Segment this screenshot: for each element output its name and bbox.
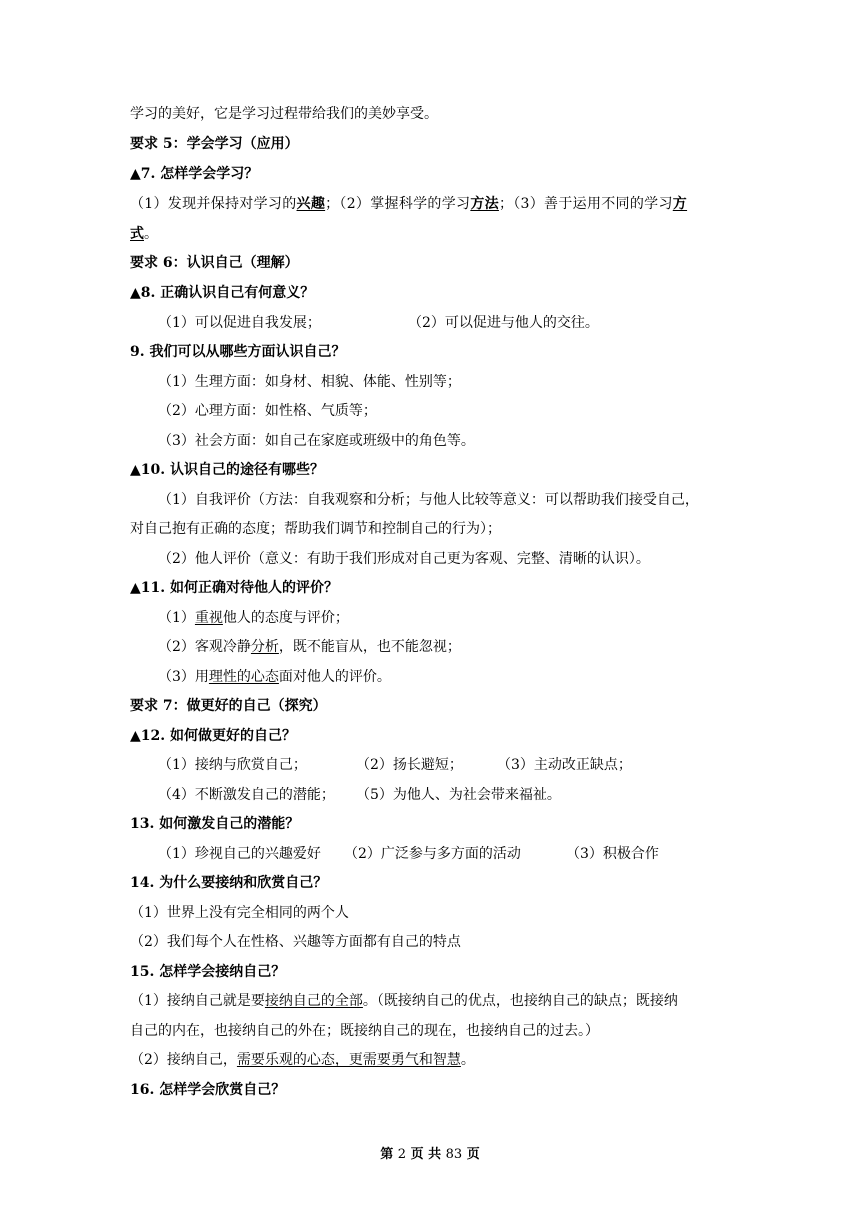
heading-text: 9. 我们可以从哪些方面认识自己？ — [130, 344, 346, 360]
heading-text: ▲12. 如何做更好的自己？ — [130, 728, 296, 744]
text: ；（2）掌握科学的学习 — [325, 196, 471, 212]
text: 他人的态度与评价； — [222, 610, 349, 626]
keyword: 兴趣 — [296, 196, 326, 212]
text-line — [158, 756, 307, 774]
question-heading — [130, 461, 324, 479]
text-line — [130, 1051, 475, 1069]
text-line — [356, 756, 463, 774]
text: （3）社会方面：如自己在家庭或班级中的角色等。 — [158, 433, 475, 449]
text-line — [158, 638, 461, 656]
keyword: 理性的心态 — [208, 669, 279, 685]
text: 。 — [144, 226, 158, 242]
keyword: 分析 — [250, 639, 279, 655]
text-line — [566, 845, 659, 863]
text: （2）接纳自己， — [130, 1052, 237, 1068]
text: （1） — [158, 610, 195, 626]
text: （2）我们每个人在性格、兴趣等方面都有自己的特点 — [130, 934, 461, 950]
text-line — [130, 225, 158, 243]
heading-text: ▲10. 认识自己的途径有哪些？ — [130, 462, 324, 478]
keyword: 重视 — [194, 610, 223, 626]
text: （1）珍视自己的兴趣爱好 — [158, 846, 321, 862]
current-page-number: 2 — [397, 1147, 407, 1162]
text-line — [158, 402, 377, 420]
section-heading — [130, 135, 299, 153]
text: 。（既接纳自己的优点，也接纳自己的缺点；既接纳 — [362, 993, 678, 1009]
question-heading — [130, 579, 338, 597]
text-line — [356, 786, 561, 804]
text-line — [408, 314, 599, 332]
text-line — [344, 845, 521, 863]
text: （3）主动改正缺点； — [497, 757, 632, 773]
footer-text: 页 共 — [406, 1147, 446, 1162]
text-line — [130, 105, 438, 123]
text-line — [158, 786, 335, 804]
question-heading — [130, 1081, 285, 1099]
text: （1）接纳与欣赏自己； — [158, 757, 307, 773]
heading-text: 要求 5：学会学习（应用） — [130, 136, 299, 152]
total-pages-number: 83 — [445, 1147, 463, 1162]
text: （1）自我评价（方法：自我观察和分析；与他人比较等意义：可以帮助我们接受自己， — [158, 492, 699, 508]
text: 学习的美好，它是学习过程带给我们的美妙享受。 — [130, 106, 438, 122]
text-line — [158, 491, 699, 509]
question-heading — [130, 165, 258, 183]
keyword: 需要乐观的心态，更需要勇气和智慧 — [236, 1052, 461, 1068]
text-line — [158, 668, 391, 686]
question-heading — [130, 815, 299, 833]
text: ，既不能盲从，也不能忽视； — [278, 639, 461, 655]
text-line — [158, 314, 321, 332]
text: （1）可以促进自我发展； — [158, 315, 321, 331]
text-line — [130, 520, 501, 538]
text: 。 — [460, 1052, 475, 1068]
footer-text: 第 — [380, 1147, 398, 1162]
text-line — [130, 933, 461, 951]
text: 对自己抱有正确的态度；帮助我们调节和控制自己的行为）； — [130, 521, 501, 537]
heading-text: 16. 怎样学会欣赏自己？ — [130, 1082, 286, 1098]
text: （2）扬长避短； — [356, 757, 463, 773]
text-line — [158, 432, 475, 450]
text: （2）他人评价（意义：有助于我们形成对自己更为客观、完整、清晰的认识）。 — [158, 551, 650, 567]
text: （3）积极合作 — [566, 846, 659, 862]
question-heading — [130, 874, 327, 892]
text: （1）接纳自己就是要 — [130, 993, 265, 1009]
text: （3）用 — [158, 669, 209, 685]
text: 自己的内在，也接纳自己的外在；既接纳自己的现在，也接纳自己的过去。） — [130, 1023, 599, 1039]
heading-text: 要求 6：认识自己（理解） — [130, 255, 299, 271]
text-line — [130, 992, 678, 1010]
keyword: 方法 — [470, 196, 499, 212]
text-line — [130, 1022, 599, 1040]
text: 面对他人的评价。 — [278, 669, 391, 685]
text: （5）为他人、为社会带来福祉。 — [356, 787, 561, 803]
question-heading — [130, 284, 314, 302]
text-line — [158, 845, 321, 863]
heading-text: 13. 如何激发自己的潜能？ — [130, 816, 300, 832]
text: （2）广泛参与多方面的活动 — [344, 846, 521, 862]
question-heading — [130, 343, 346, 361]
question-heading — [130, 963, 285, 981]
text-line — [130, 904, 349, 922]
text: （1）生理方面：如身材、相貌、体能、性别等； — [158, 374, 461, 390]
keyword: 方 — [672, 196, 688, 212]
text: （2）可以促进与他人的交往。 — [408, 315, 599, 331]
question-heading — [130, 727, 296, 745]
heading-text: ▲8. 正确认识自己有何意义？ — [130, 285, 315, 301]
heading-text: 15. 怎样学会接纳自己？ — [130, 964, 286, 980]
heading-text: 14. 为什么要接纳和欣赏自己？ — [130, 875, 328, 891]
text-line — [130, 195, 687, 213]
section-heading — [130, 254, 299, 272]
text: （2）客观冷静 — [158, 639, 251, 655]
keyword: 式 — [130, 226, 144, 242]
page-footer — [0, 1143, 860, 1162]
heading-text: 要求 7：做更好的自己（探究） — [130, 698, 327, 714]
text-line — [158, 609, 349, 627]
heading-text: ▲7. 怎样学会学习？ — [130, 166, 259, 182]
keyword: 接纳自己的全部 — [264, 993, 363, 1009]
text: （4）不断激发自己的潜能； — [158, 787, 335, 803]
text: （1）发现并保持对学习的 — [130, 196, 297, 212]
heading-text: ▲11. 如何正确对待他人的评价？ — [130, 580, 338, 596]
text-line — [158, 373, 461, 391]
section-heading — [130, 697, 327, 715]
text: （1）世界上没有完全相同的两个人 — [130, 905, 349, 921]
text-line — [497, 756, 632, 774]
text: （2）心理方面：如性格、气质等； — [158, 403, 377, 419]
footer-text: 页 — [462, 1147, 480, 1162]
text: ；（3）善于运用不同的学习 — [498, 196, 673, 212]
text-line — [158, 550, 650, 568]
